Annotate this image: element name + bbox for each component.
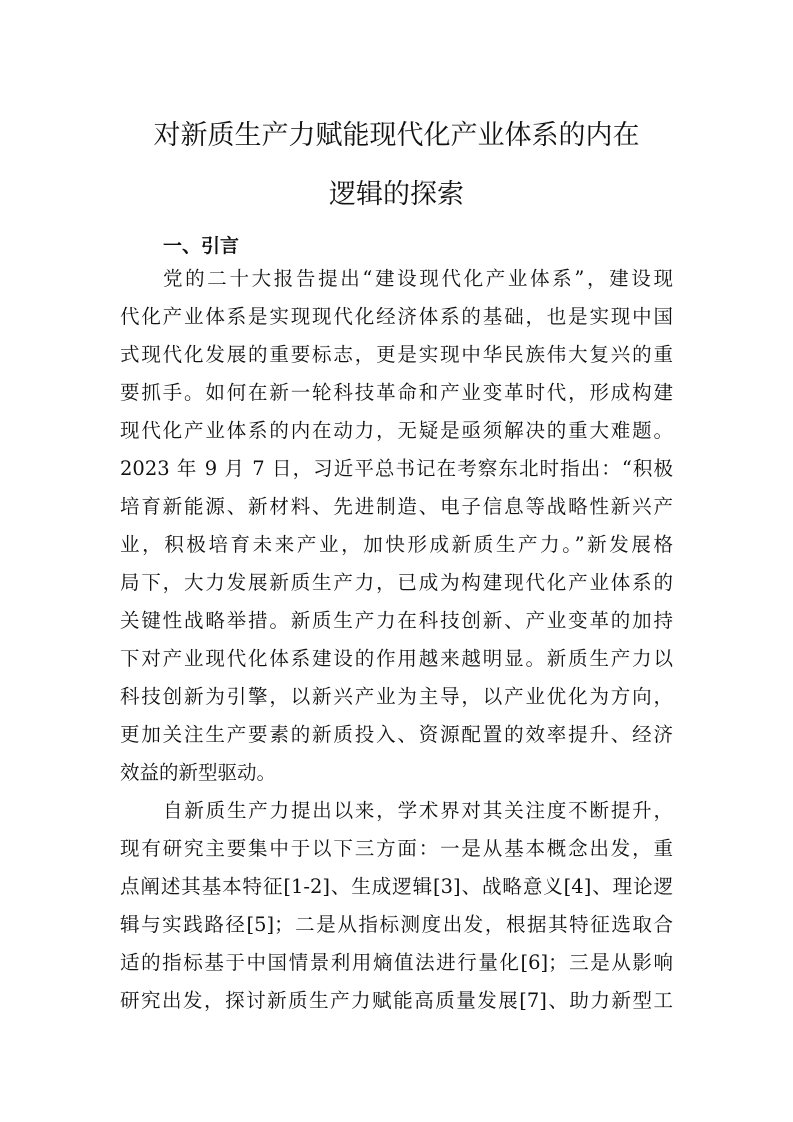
paragraph-1-line: 式现代化发展的重要标志，更是实现中华民族伟大复兴的重 [120, 343, 673, 366]
paragraph-1-line: 培育新能源、新材料、先进制造、电子信息等战略性新兴产 [120, 495, 673, 518]
paragraph-1-line: 2023 年 9 月 7 日，习近平总书记在考察东北时指出：“积极 [120, 457, 673, 480]
paragraph-2-line: 自新质生产力提出以来，学术界对其关注度不断提升， [163, 799, 673, 822]
paragraph-1-line: 下对产业现代化体系建设的作用越来越明显。新质生产力以 [120, 647, 673, 670]
paragraph-1-line: 科技创新为引擎，以新兴产业为主导，以产业优化为方向， [120, 685, 673, 708]
paragraph-1-line: 业，积极培育未来产业，加快形成新质生产力。”新发展格 [120, 533, 673, 556]
section-heading-introduction: 一、引言 [163, 235, 240, 257]
paragraph-2-line: 点阐述其基本特征[1-2]、生成逻辑[3]、战略意义[4]、理论逻 [120, 875, 673, 898]
paragraph-2-line: 研究出发，探讨新质生产力赋能高质量发展[7]、助力新型工 [120, 989, 673, 1012]
paragraph-2-line: 现有研究主要集中于以下三方面：一是从基本概念出发，重 [120, 837, 673, 860]
document-title-line-1: 对新质生产力赋能现代化产业体系的内在 [153, 120, 640, 151]
paragraph-1-line: 现代化产业体系的内在动力，无疑是亟须解决的重大难题。 [120, 419, 673, 442]
paragraph-1-line: 关键性战略举措。新质生产力在科技创新、产业变革的加持 [120, 609, 673, 632]
paragraph-1-line: 要抓手。如何在新一轮科技革命和产业变革时代，形成构建 [120, 381, 673, 404]
paragraph-1-line: 代化产业体系是实现现代化经济体系的基础，也是实现中国 [120, 305, 673, 328]
paragraph-1-line: 更加关注生产要素的新质投入、资源配置的效率提升、经济 [120, 723, 673, 746]
paragraph-1-line: 效益的新型驱动。 [120, 761, 277, 784]
paragraph-1-line: 党的二十大报告提出“建设现代化产业体系”，建设现 [163, 267, 673, 290]
paragraph-2-line: 适的指标基于中国情景利用熵值法进行量化[6]；三是从影响 [120, 951, 673, 974]
paragraph-1-line: 局下，大力发展新质生产力，已成为构建现代化产业体系的 [120, 571, 673, 594]
document-title-line-2: 逻辑的探索 [329, 179, 464, 210]
paragraph-2-line: 辑与实践路径[5]；二是从指标测度出发，根据其特征选取合 [120, 913, 673, 936]
